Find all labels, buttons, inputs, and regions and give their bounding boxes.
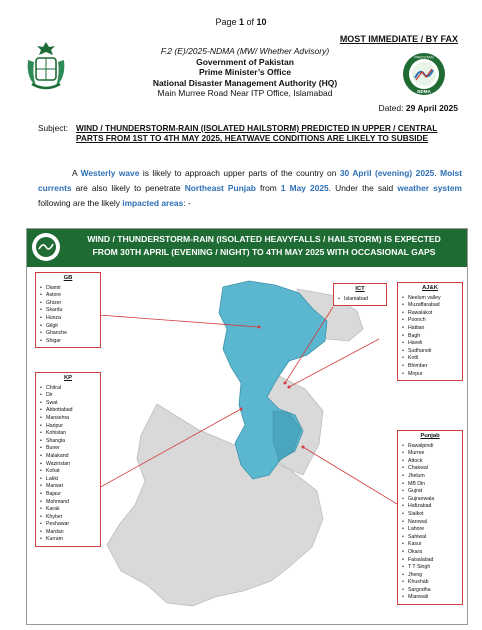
- reference-number: F.2 (E)/2025-NDMA (MW/ Whether Advisory): [160, 46, 330, 56]
- ajk-title: AJ&K: [422, 285, 438, 291]
- list-item: • Sialkot: [408, 511, 458, 519]
- list-item: • Neelum valley: [408, 295, 458, 303]
- list-item: • Karak: [46, 506, 96, 514]
- list-item: • Hunza: [46, 315, 96, 323]
- list-item: • Murree: [408, 450, 458, 458]
- subject-label: Subject:: [38, 123, 68, 133]
- list-item: • Haripur: [46, 423, 96, 431]
- ict-list: [338, 296, 382, 304]
- list-item: • Kotli: [408, 355, 458, 363]
- ndma-logo-bottom-text: NDMA: [417, 89, 431, 94]
- advisory-paragraph: A Westerly wave is likely to approach upper parts of the country on 30 April (evening) 2025. Moist currents are also likely to penetrate Northeast Punjab from 1 May 2025. Under the said weather system following are the likely impacted areas: -: [38, 168, 463, 208]
- list-item: • Khushab: [408, 579, 458, 587]
- impact-map: [26, 228, 468, 625]
- list-item: • Swat: [46, 400, 96, 408]
- list-item: • Skardu: [46, 307, 96, 315]
- letterhead: [120, 46, 370, 99]
- office-address: Main Murree Road Near ITP Office, Islamabad: [157, 88, 333, 98]
- list-item: • Sudhanoti: [408, 348, 458, 356]
- list-item: • Peshawar: [46, 521, 96, 529]
- list-item: • Kurram: [46, 536, 96, 544]
- ndma-logo-top-text: PAKISTAN: [414, 54, 434, 60]
- list-item: • Chakwal: [408, 465, 458, 473]
- gb-title: GB: [63, 275, 73, 281]
- ict-district-box: [333, 283, 387, 306]
- list-item: • Lahore: [408, 526, 458, 534]
- list-item: • Waziristan: [46, 461, 96, 469]
- map-banner-title: WIND / THUNDERSTORM-RAIN (ISOLATED HEAVYFALLS / HAILSTORM) IS EXPECTED FROM 30TH APRIL (EVENING / NIGHT) TO 4TH MAY 2025 WITH OCCASIONAL GAPS: [87, 234, 441, 257]
- list-item: • Jheng: [408, 572, 458, 580]
- list-item: • Ghizer: [46, 300, 96, 308]
- list-item: • Kasur: [408, 541, 458, 549]
- list-item: • Faisalabad: [408, 557, 458, 565]
- punjab-district-box: [397, 430, 463, 605]
- list-item: • Mardan: [46, 529, 96, 537]
- list-item: • Mianwali: [408, 594, 458, 602]
- list-item: • Rawalpindi: [408, 443, 458, 451]
- list-item: • Kohistan: [46, 430, 96, 438]
- urgency-label: MOST IMMEDIATE / BY FAX: [339, 34, 458, 44]
- list-item: • Dir: [46, 392, 96, 400]
- punjab-list: [402, 443, 458, 602]
- list-item: • Abbottabad: [46, 407, 96, 415]
- gb-list: [40, 285, 96, 346]
- list-item: • Muzaffarabad: [408, 302, 458, 310]
- list-item: • Gujrat: [408, 488, 458, 496]
- list-item: • T T Singh: [408, 564, 458, 572]
- kp-district-box: [35, 372, 101, 547]
- list-item: • Sahiwal: [408, 534, 458, 542]
- list-item: • Ghanche: [46, 330, 96, 338]
- list-item: • Astore: [46, 292, 96, 300]
- list-item: • Malakand: [46, 453, 96, 461]
- list-item: • Khyber: [46, 514, 96, 522]
- kp-title: KP: [63, 375, 73, 381]
- punjab-title: Punjab: [420, 433, 440, 439]
- office-name: Prime Minister’s Office: [198, 67, 292, 77]
- list-item: • Lakki: [46, 476, 96, 484]
- ajk-district-box: [397, 282, 463, 381]
- list-item: • Haveli: [408, 340, 458, 348]
- list-item: • Buner: [46, 445, 96, 453]
- subject-text: WIND / THUNDERSTORM-RAIN (ISOLATED HAILSTORM) PREDICTED IN UPPER / CENTRAL PARTS FROM 1ST TO 4TH MAY 2025, HEATWAVE CONDITIONS ARE LIKELY TO SUBSIDE: [76, 123, 438, 143]
- list-item: • Diamir: [46, 285, 96, 293]
- govt-name: Government of Pakistan: [196, 56, 294, 67]
- list-item: • Islamabad: [344, 296, 382, 304]
- page-number: Page 1 of 10: [215, 17, 267, 27]
- state-emblem-icon: [22, 40, 70, 92]
- list-item: • Jhelum: [408, 473, 458, 481]
- list-item: • MB Din: [408, 481, 458, 489]
- list-item: • Rawalakot: [408, 310, 458, 318]
- list-item: • Sargodha: [408, 587, 458, 595]
- ajk-list: [402, 295, 458, 379]
- list-item: • Poonch: [408, 317, 458, 325]
- ndma-logo-icon: [402, 52, 446, 96]
- kp-list: [40, 385, 96, 544]
- list-item: • Shigar: [46, 338, 96, 346]
- list-item: • Mirpur: [408, 371, 458, 379]
- list-item: • Hafizabad: [408, 503, 458, 511]
- list-item: • Narowal: [408, 519, 458, 527]
- list-item: • Okara: [408, 549, 458, 557]
- authority-name: National Disaster Management Authority (HQ): [152, 77, 338, 88]
- list-item: • Gujranwala: [408, 496, 458, 504]
- list-item: • Hattian: [408, 325, 458, 333]
- list-item: • Mansehra: [46, 415, 96, 423]
- list-item: • Bagh: [408, 333, 458, 341]
- ict-title: ICT: [355, 286, 365, 292]
- list-item: • Mohmand: [46, 499, 96, 507]
- list-item: • Shangla: [46, 438, 96, 446]
- list-item: • Attock: [408, 458, 458, 466]
- gb-district-box: [35, 272, 101, 348]
- list-item: • Marwat: [46, 483, 96, 491]
- list-item: • Kohat: [46, 468, 96, 476]
- list-item: • Bajaur: [46, 491, 96, 499]
- date-line: Dated: 29 April 2025: [378, 103, 458, 113]
- list-item: • Chitral: [46, 385, 96, 393]
- list-item: • Gilgit: [46, 323, 96, 331]
- list-item: • Bhimber: [408, 363, 458, 371]
